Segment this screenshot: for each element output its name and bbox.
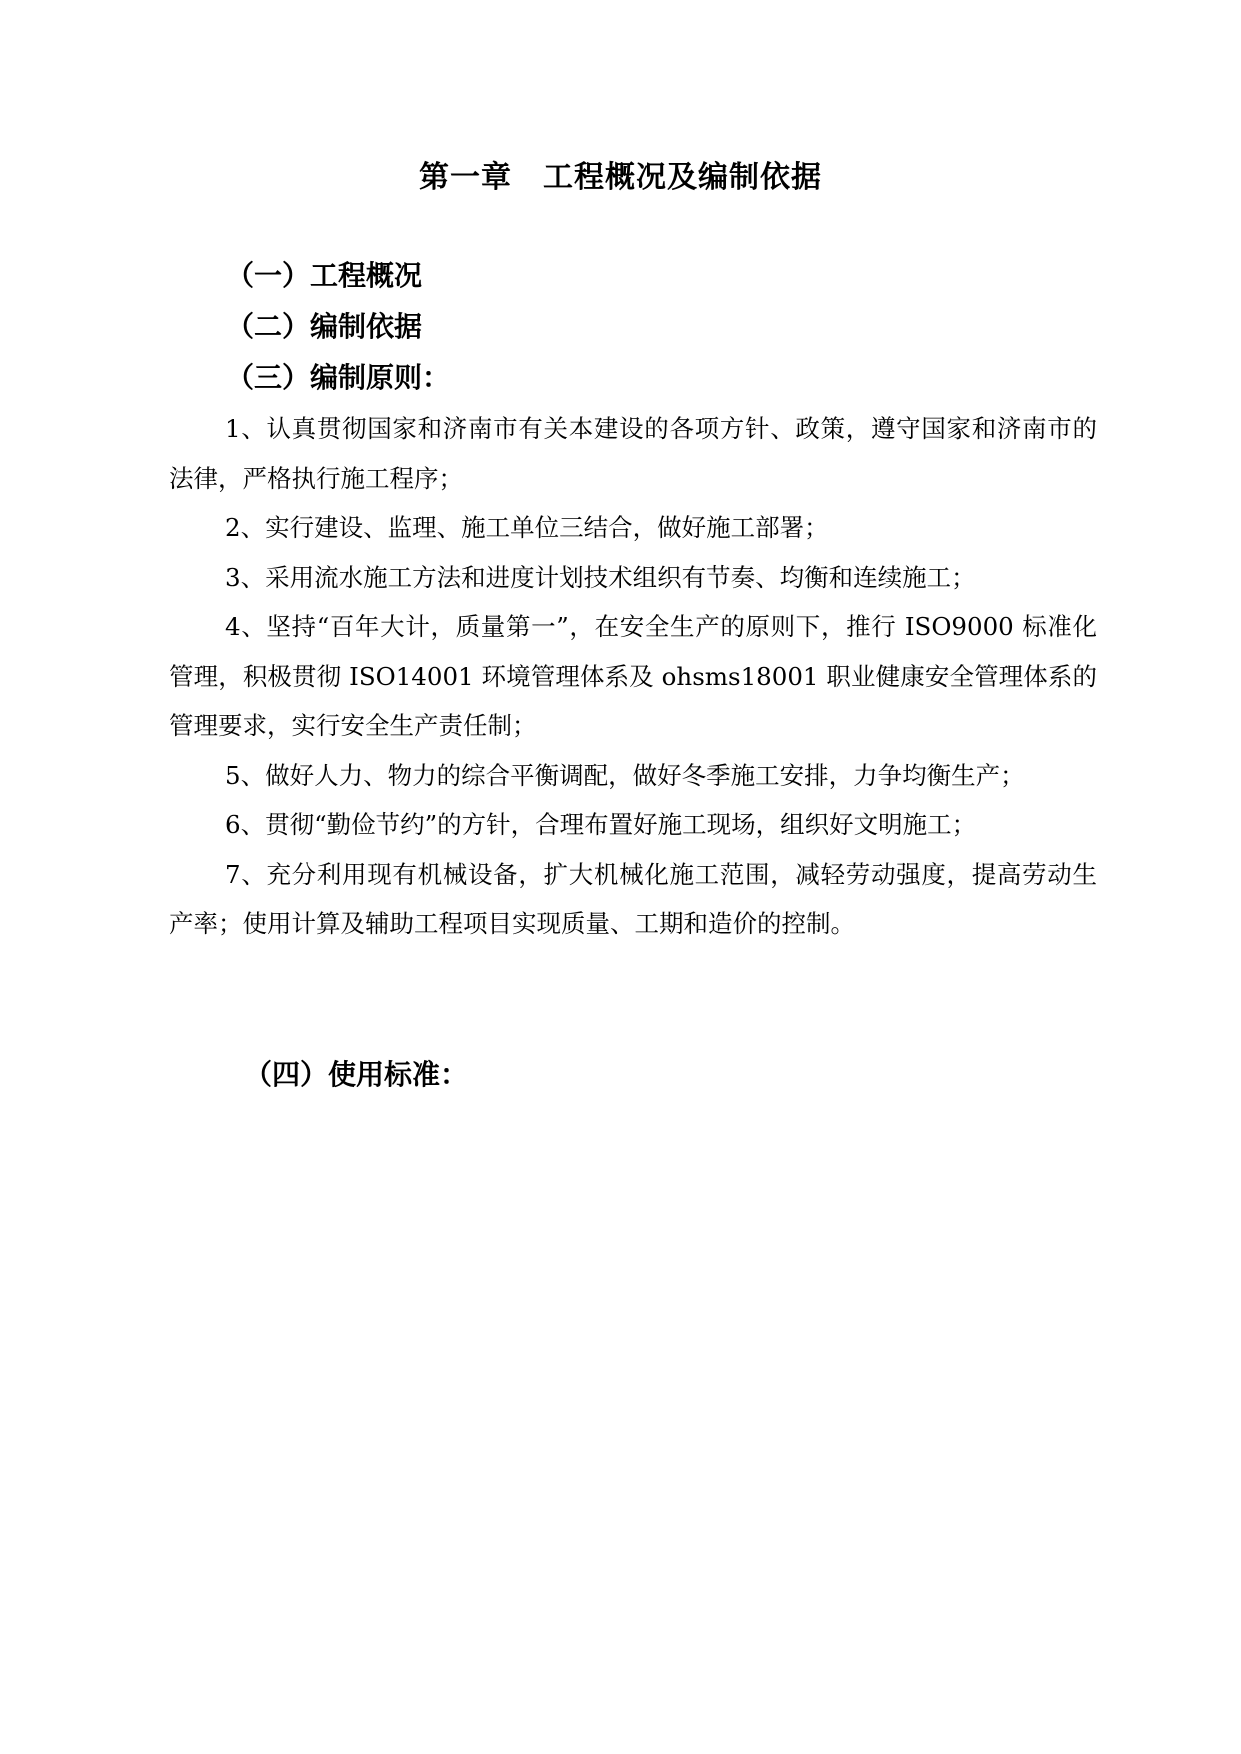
principle-paragraph: 4、坚持“百年大计，质量第一”，在安全生产的原则下，推行 ISO9000 标准化管理，积极贯彻 ISO14001 环境管理体系及 ohsms18001 职业健康安全管理体系的管理要求，实行安全生产责任制； bbox=[169, 612, 1097, 740]
principle-paragraph: 3、采用流水施工方法和进度计划技术组织有节奏、均衡和连续施工； bbox=[225, 562, 976, 592]
chapter-title: 第一章 工程概况及编制依据 bbox=[419, 160, 822, 195]
principle-paragraph: 7、充分利用现有机械设备，扩大机械化施工范围，减轻劳动强度，提高劳动生产率；使用计算及辅助工程项目实现质量、工期和造价的控制。 bbox=[169, 859, 1097, 938]
principle-paragraph: 6、贯彻“勤俭节约”的方针，合理布置好施工现场，组织好文明施工； bbox=[225, 810, 977, 839]
section-heading-compilation-principles: （三）编制原则： bbox=[226, 361, 451, 394]
section-heading-project-overview: （一）工程概况 bbox=[226, 259, 423, 292]
principles-list bbox=[169, 404, 1097, 949]
section-heading-standards-used: （四）使用标准： bbox=[244, 1058, 469, 1091]
principle-paragraph: 5、做好人力、物力的综合平衡调配，做好冬季施工安排，力争均衡生产； bbox=[225, 760, 1025, 790]
principle-paragraph: 1、认真贯彻国家和济南市有关本建设的各项方针、政策，遵守国家和济南市的法律，严格执行施工程序； bbox=[169, 414, 1097, 493]
section-heading-compilation-basis: （二）编制依据 bbox=[226, 310, 423, 343]
principle-paragraph: 2、实行建设、监理、施工单位三结合，做好施工部署； bbox=[225, 513, 829, 542]
